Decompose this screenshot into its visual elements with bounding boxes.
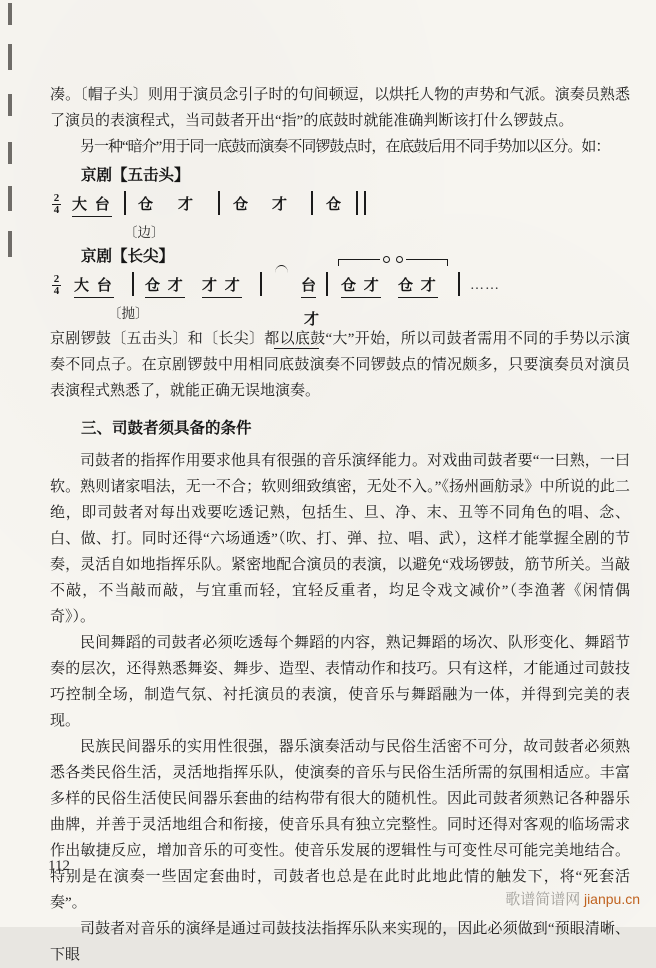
final-barline (356, 191, 366, 215)
body-paragraph: 京剧锣鼓〔五击头〕和〔长尖〕都以底鼓“大”开始，所以司鼓者需用不同的手势以示演奏不同点子。在京剧锣鼓中用相同底鼓演奏不同锣鼓点的情况颇多，只要演奏员对演员表演程式熟悉了，就能正确无误地演奏。 (50, 331, 630, 399)
scan-artifact (8, 44, 12, 70)
watermark-site-url: jianpu.cn (583, 891, 640, 907)
scan-artifact (8, 94, 12, 116)
repeat-dot-icon (383, 256, 390, 263)
gongche-token: 台 (301, 274, 316, 298)
watermark (505, 888, 640, 909)
gongche-token: 仓 才 (341, 274, 381, 298)
score-wujitou (50, 191, 630, 243)
score-title-wujitou: 京剧【五击头】 (81, 167, 190, 184)
continuation-dots: …… (470, 278, 500, 293)
scan-artifact (8, 231, 12, 257)
gongche-token: 仓 才 (398, 274, 438, 298)
body-paragraph: 司鼓者对音乐的演绎是通过司鼓技法指挥乐队来实现的，因此必须做到“预眼清晰、下眼 (50, 921, 630, 963)
barline (311, 191, 313, 215)
gongche-token: 才 (178, 197, 194, 213)
body-paragraph: 民族民间器乐的实用性很强，器乐演奏活动与民俗生活密不可分，故司鼓者必须熟悉各类民俗生活，灵活地指挥乐队，使演奏的音乐与民俗生活所需的氛围相适应。丰富多样的民俗生活使民间器乐套曲的结构带有很大的随机性。因此司鼓者须熟记各种器乐曲牌，并善于灵活地组合和衔接，使音乐具有独立完整性。同时还得对客观的临场需求作出敏捷反应，增加音乐的可变性。使音乐发展的逻辑性与可变性尽可能完美地结合。特别是在演奏一些固定套曲时，司鼓者也总是在此时此地此情的触发下，将“死套活奏”。 (50, 739, 630, 911)
body-paragraph: 民间舞蹈的司鼓者必须吃透每个舞蹈的内容，熟记舞蹈的场次、队形变化、舞蹈节奏的层次，还得熟悉舞姿、舞步、造型、表情动作和技巧。只有这样，才能通过司鼓技巧控制全场，制造气氛、衬托演员的表演，使音乐与舞蹈融为一体，并得到完美的表现。 (50, 635, 630, 729)
gongche-token: 才 才 (202, 274, 242, 298)
text-block (50, 82, 630, 968)
repeat-bracket-icon (338, 259, 448, 266)
section-heading: 三、司鼓者须具备的条件 (81, 420, 252, 437)
page-number: 112 (48, 858, 70, 874)
barline (326, 272, 328, 296)
time-signature: 2 4 (53, 192, 60, 216)
barline (260, 272, 262, 296)
gongche-token: 仓 (326, 197, 342, 213)
gongche-token: 仓 才 (145, 274, 185, 298)
gongche-token: 才 (272, 197, 288, 213)
repeat-dot-icon (396, 256, 403, 263)
gongche-token: 仓 (138, 197, 154, 213)
score-annotation: 〔抛〕 (108, 306, 149, 321)
barline (218, 191, 220, 215)
barline (458, 272, 460, 296)
score-annotation: 〔边〕 (124, 225, 165, 240)
gongche-token: 仓 (233, 197, 249, 213)
scan-artifact (8, 3, 12, 25)
gongche-token-fermata: 才 (274, 274, 319, 349)
barline (124, 191, 126, 215)
watermark-site-name: 歌谱简谱网 (505, 892, 581, 908)
time-signature: 2 4 (53, 273, 60, 297)
score-title-changjian: 京剧【长尖】 (81, 248, 175, 265)
gongche-token: 大 台 (72, 193, 112, 217)
gongche-token: 大 台 (74, 274, 114, 298)
body-paragraph: 司鼓者的指挥作用要求他具有很强的音乐演绎能力。对戏曲司鼓者要“一曰熟，一曰软。熟则诸家唱法，无一不合；软则细致缜密，无处不入。”《扬州画舫录》中所说的此二绝，即司鼓者对每出戏要吃透记熟，包括生、旦、净、末、丑等不同角色的唱、念、白、做、打。同时还得“六场通透”（吹、打、弹、拉、唱、武），这样才能掌握全剧的节奏，灵活自如地指挥乐队。紧密地配合演员的表演，以避免“戏场锣鼓，筋节所关。当敲不敲，不当敲而敲，与宜重而轻，宜轻反重者，均足令戏文减价”（李渔著《闲情偶奇》）。 (50, 453, 630, 625)
scan-artifact (8, 142, 12, 164)
body-paragraph: 凑。〔帽子头〕则用于演员念引子时的句间顿逗，以烘托人物的声势和气派。演奏员熟悉了演员的表演程式，当司鼓者开出“指”的底鼓时就能准确判断该打什么锣鼓点。 (50, 87, 630, 129)
body-paragraph: 另一种“暗介”用于同一底鼓而演奏不同锣鼓点时，在底鼓后用不同手势加以区分。如： (80, 139, 610, 155)
score-changjian (50, 272, 630, 328)
barline (132, 272, 134, 296)
scan-artifact (8, 186, 12, 211)
